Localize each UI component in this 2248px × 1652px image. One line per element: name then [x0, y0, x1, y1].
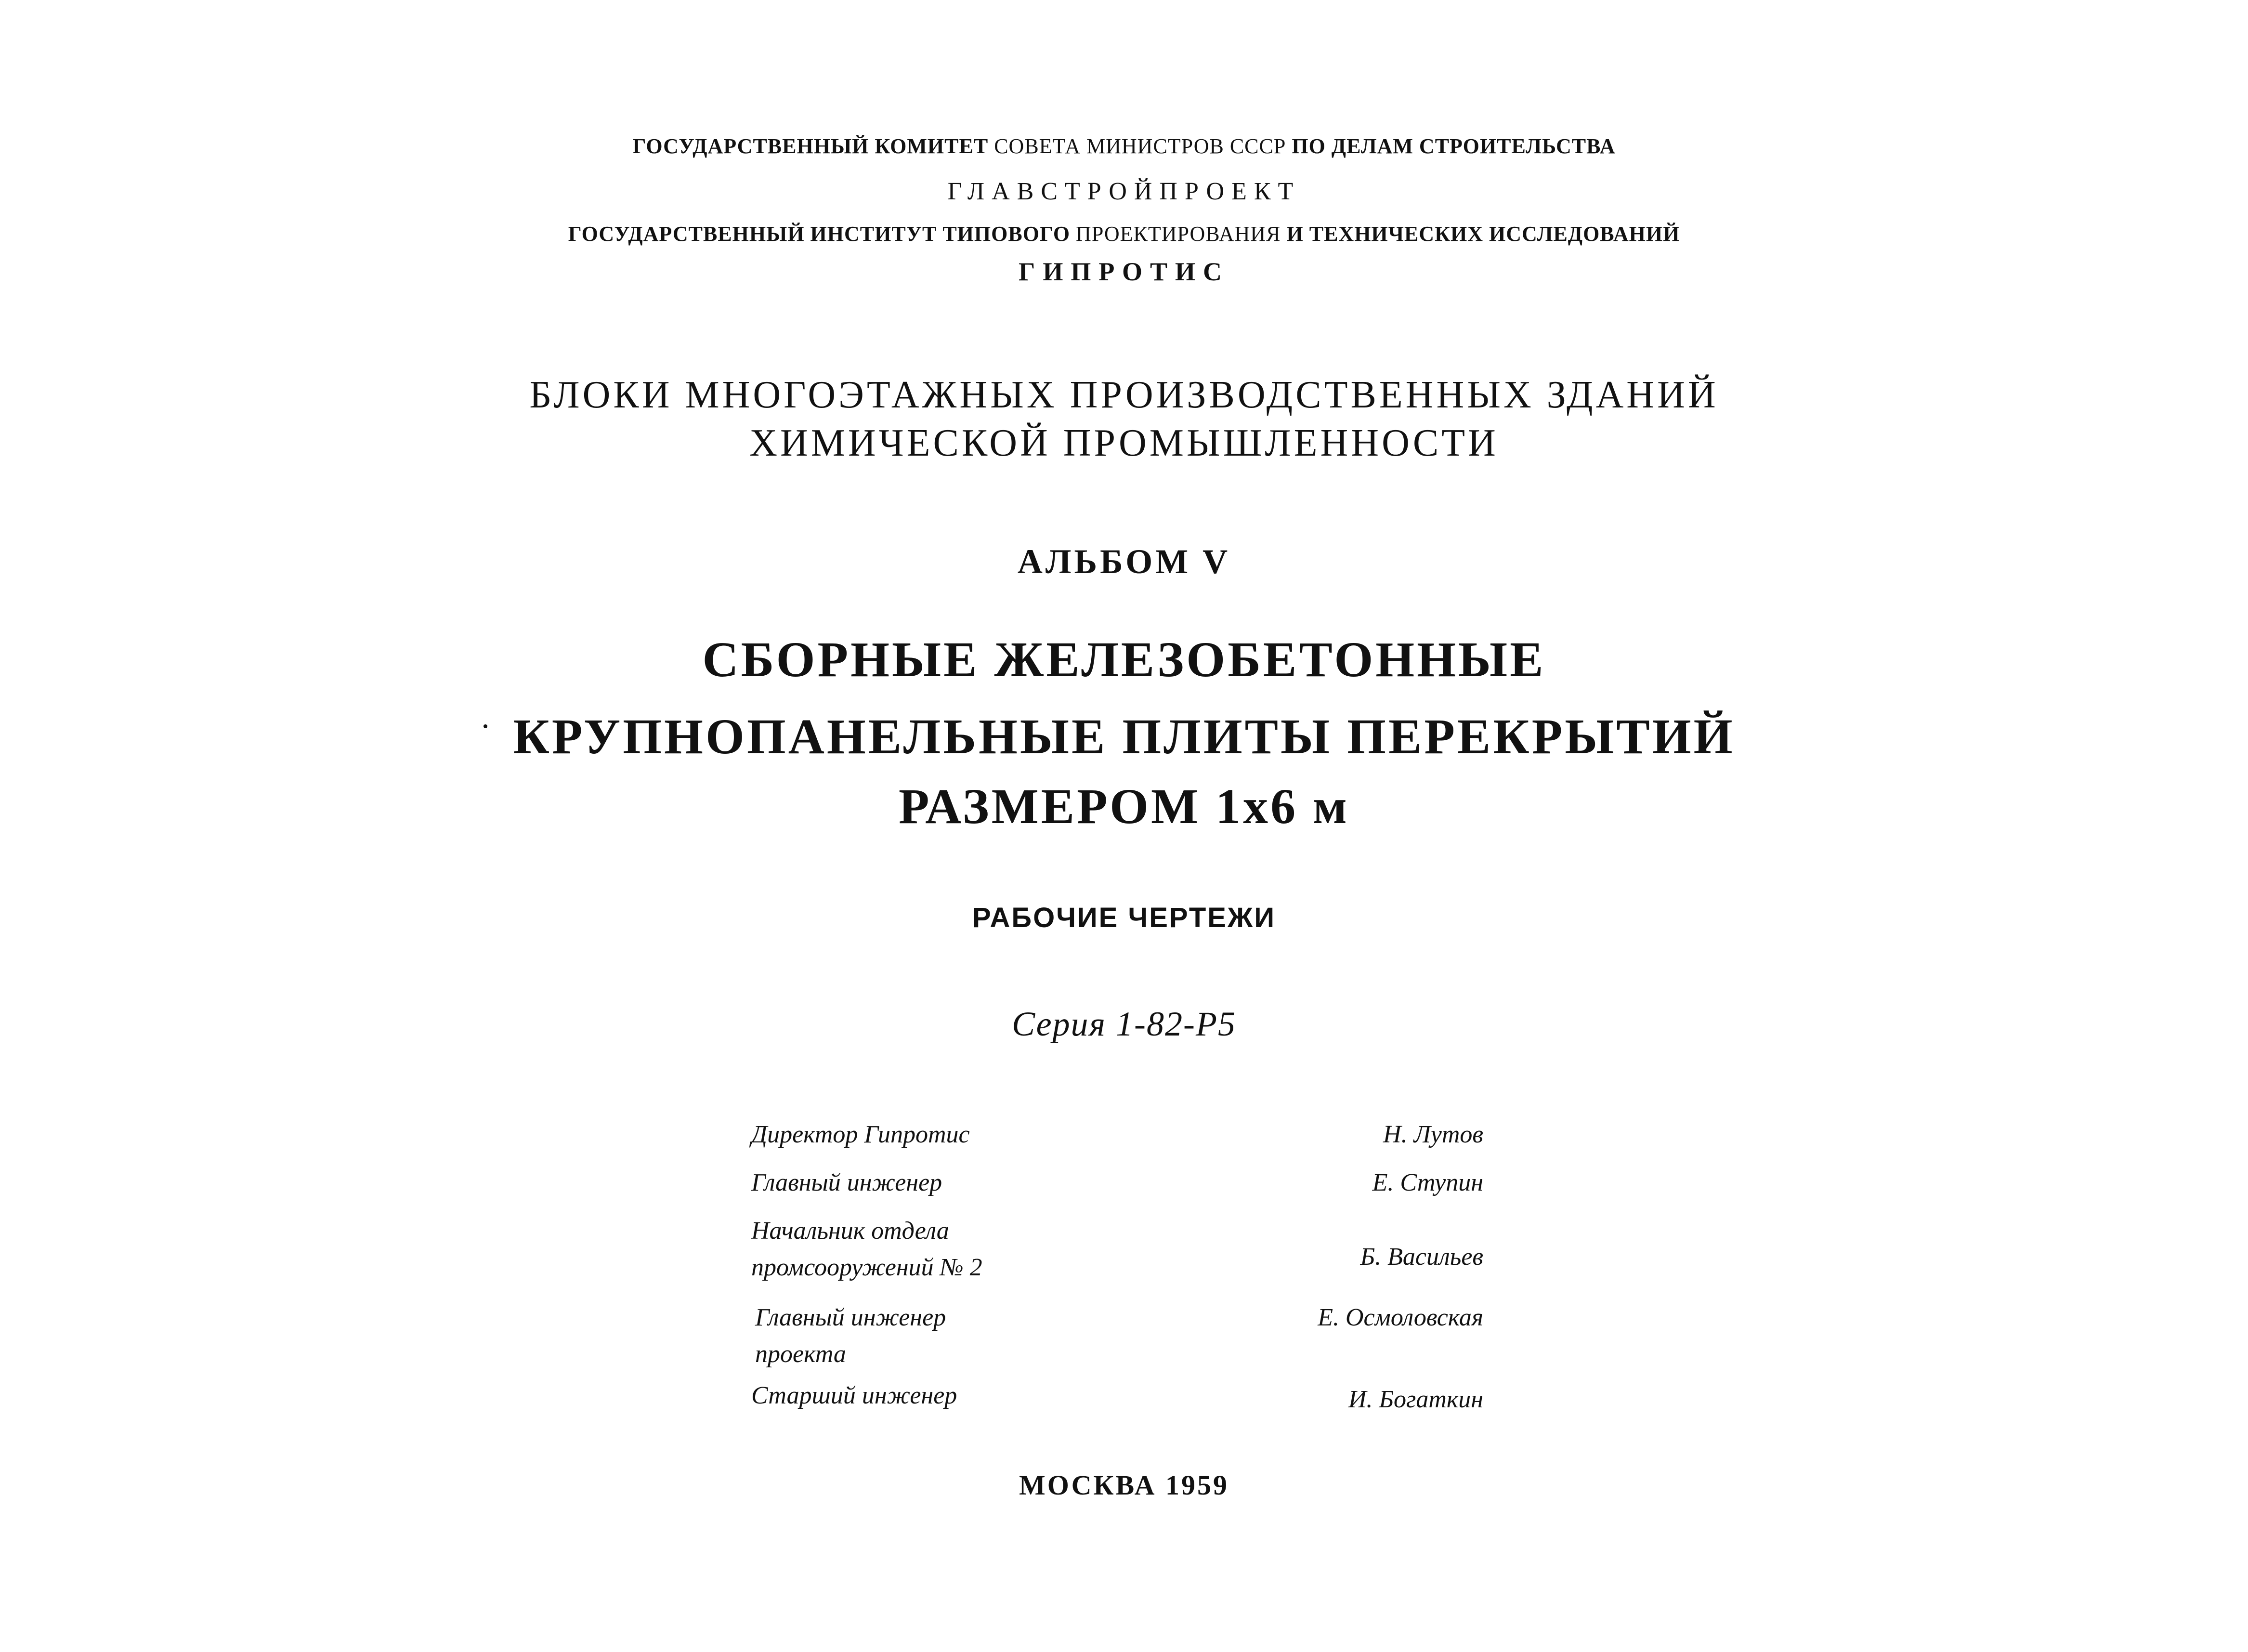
signatory-role: [751, 1213, 982, 1286]
institute-thin: ПРОЕКТИРОВАНИЯ: [1076, 222, 1281, 246]
signatory-name: Б. Васильев: [1360, 1243, 1483, 1271]
drawings-label: РАБОЧИЕ ЧЕРТЕЖИ: [972, 902, 1276, 933]
signatory-role-line-1: Главный инженер: [755, 1304, 946, 1331]
signatory-role-line-1: Начальник отдела: [751, 1217, 949, 1245]
signatory-role-line-2: проекта: [755, 1340, 846, 1368]
subject-line-1: СБОРНЫЕ ЖЕЛЕЗОБЕТОННЫЕ: [702, 632, 1546, 687]
signatory-role: Главный инженер: [751, 1169, 942, 1196]
subject-line-2: КРУПНОПАНЕЛЬНЫЕ ПЛИТЫ ПЕРЕКРЫТИЙ: [513, 709, 1735, 764]
signatory-name: Е. Осмоловская: [1318, 1304, 1483, 1331]
signatory-role: Директор Гипротис: [751, 1121, 970, 1148]
committee-bold-2: ПО ДЕЛАМ СТРОИТЕЛЬСТВА: [1292, 134, 1616, 158]
subject-title: [0, 621, 2248, 775]
institute-line: [0, 222, 2248, 246]
committee-bold-1: ГОСУДАРСТВЕННЫЙ КОМИТЕТ: [632, 134, 989, 158]
title-line-1: БЛОКИ МНОГОЭТАЖНЫХ ПРОИЗВОДСТВЕННЫХ ЗДАНИЙ: [529, 374, 1719, 416]
subject-line-3: РАЗМЕРОМ 1х6 м: [899, 779, 1349, 834]
committee-line: [0, 134, 2248, 158]
committee-thin: СОВЕТА МИНИСТРОВ СССР: [994, 134, 1286, 158]
institute-bold-2: И ТЕХНИЧЕСКИХ ИССЛЕДОВАНИЙ: [1286, 222, 1680, 246]
glavstroyproekt: ГЛАВСТРОЙПРОЕКТ: [947, 178, 1301, 205]
signatory-role: Старший инженер: [751, 1382, 957, 1409]
series-number: Серия 1-82-Р5: [1012, 1005, 1236, 1043]
institute-bold-1: ГОСУДАРСТВЕННЫЙ ИНСТИТУТ ТИПОВОГО: [568, 222, 1071, 246]
title-line-2: ХИМИЧЕСКОЙ ПРОМЫШЛЕННОСТИ: [749, 422, 1499, 464]
giprotis: ГИПРОТИС: [1018, 257, 1230, 286]
speck: [484, 724, 487, 728]
signatory-name: Е. Ступин: [1372, 1169, 1483, 1196]
signatory-role: [755, 1299, 946, 1373]
signatory-name: И. Богаткин: [1348, 1386, 1483, 1413]
publication-place-year: МОСКВА 1959: [1019, 1469, 1229, 1501]
signatory-role-line-2: промсооружений № 2: [751, 1254, 982, 1281]
document-title: [0, 371, 2248, 467]
signatory-name: Н. Лутов: [1383, 1121, 1483, 1148]
album-number: АЛЬБОМ V: [1017, 542, 1231, 581]
